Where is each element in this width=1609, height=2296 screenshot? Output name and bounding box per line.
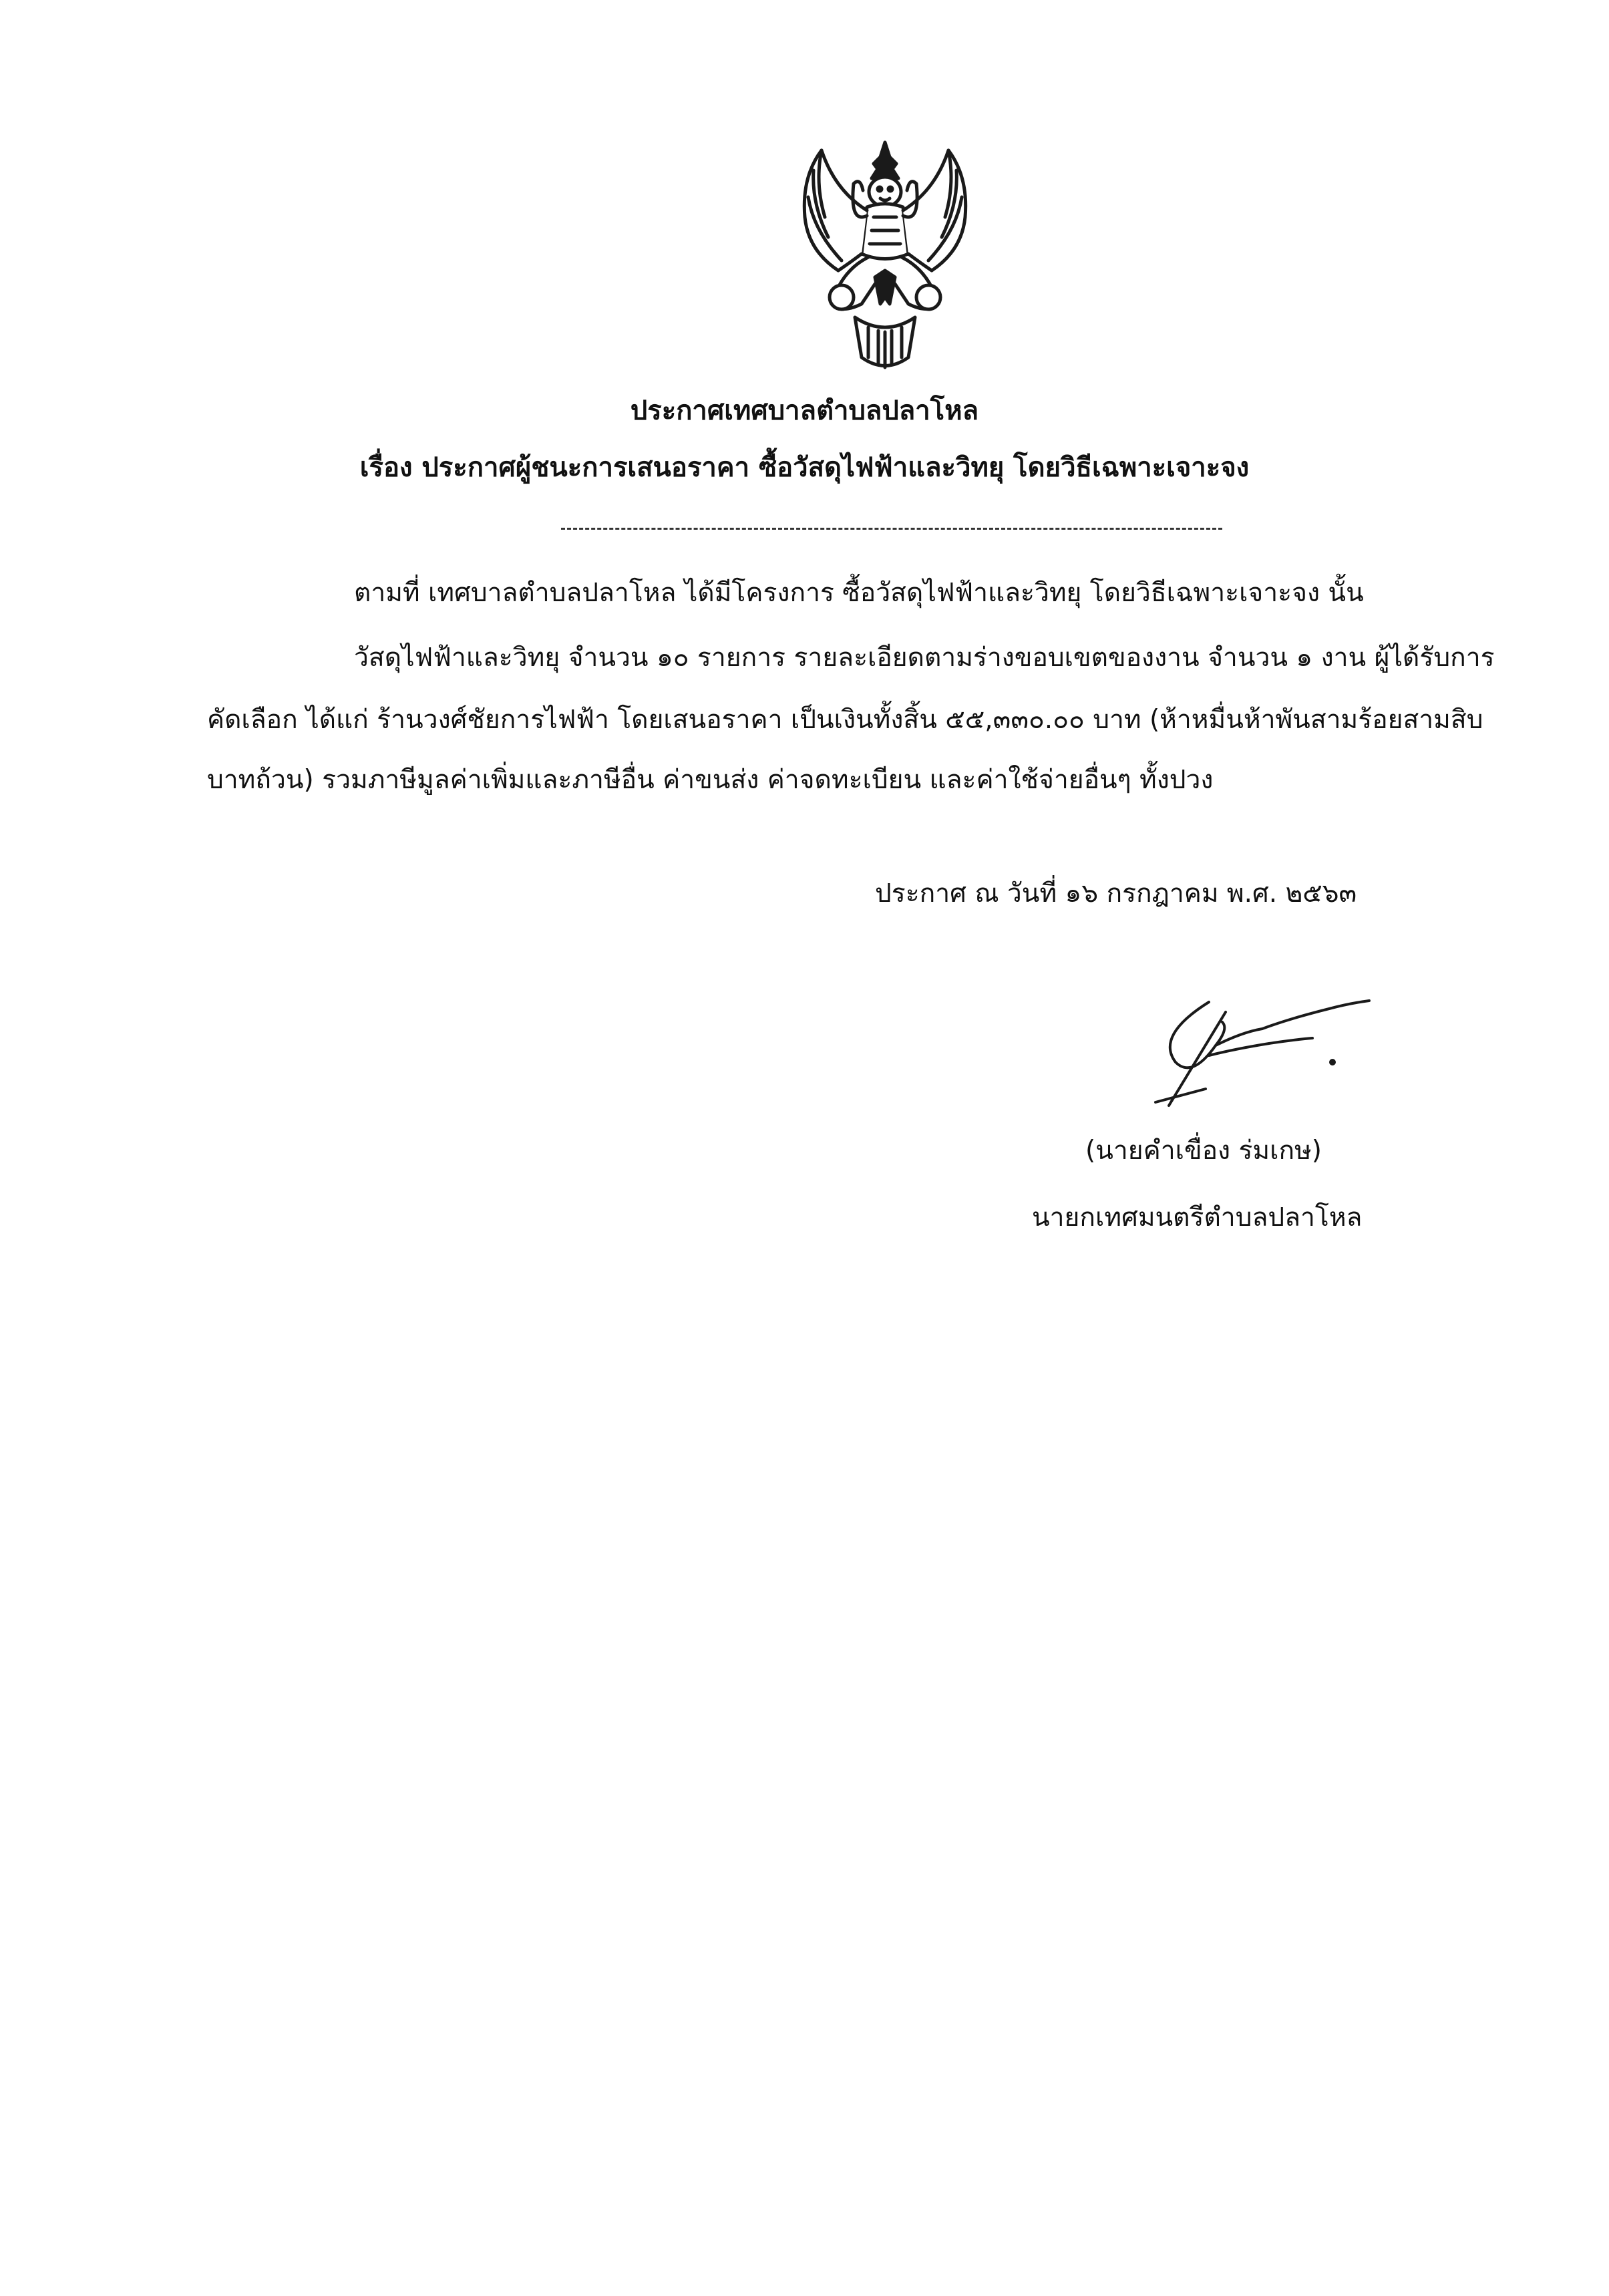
signer-name: (นายคำเขื่อง ร่มเกษ) <box>1085 1136 1322 1166</box>
body-line-2: วัสดุไฟฟ้าและวิทยุ จำนวน ๑๐ รายการ รายละเอียดตามร่างขอบเขตของงาน จำนวน ๑ งาน ผู้ได้รับการ <box>354 643 1495 673</box>
body-line-4: บาทถ้วน) รวมภาษีมูลค่าเพิ่มและภาษีอื่น ค่าขนส่ง ค่าจดทะเบียน และค่าใช้จ่ายอื่นๆ ทั้งปวง <box>207 765 1214 795</box>
signer-position: นายกเทศมนตรีตำบลปลาโหล <box>1032 1202 1363 1233</box>
garuda-emblem-icon <box>775 137 995 374</box>
agency-title: ประกาศเทศบาลตำบลปลาโหล <box>630 395 979 426</box>
signature-icon <box>1129 982 1383 1116</box>
announcement-date: ประกาศ ณ วันที่ ๑๖ กรกฎาคม พ.ศ. ๒๕๖๓ <box>875 878 1357 909</box>
body-line-1: ตามที่ เทศบาลตำบลปลาโหล ได้มีโครงการ ซื้อวัสดุไฟฟ้าและวิทยุ โดยวิธีเฉพาะเจาะจง นั้น <box>354 578 1364 608</box>
separator-line <box>561 528 1222 530</box>
body-line-3: คัดเลือก ได้แก่ ร้านวงศ์ชัยการไฟฟ้า โดยเสนอราคา เป็นเงินทั้งสิ้น ๕๕,๓๓๐.๐๐ บาท (ห้าหมื่นห้าพันสามร้อยสามสิบ <box>207 705 1483 735</box>
subject-title: เรื่อง ประกาศผู้ชนะการเสนอราคา ซื้อวัสดุไฟฟ้าและวิทยุ โดยวิธีเฉพาะเจาะจง <box>359 452 1250 483</box>
